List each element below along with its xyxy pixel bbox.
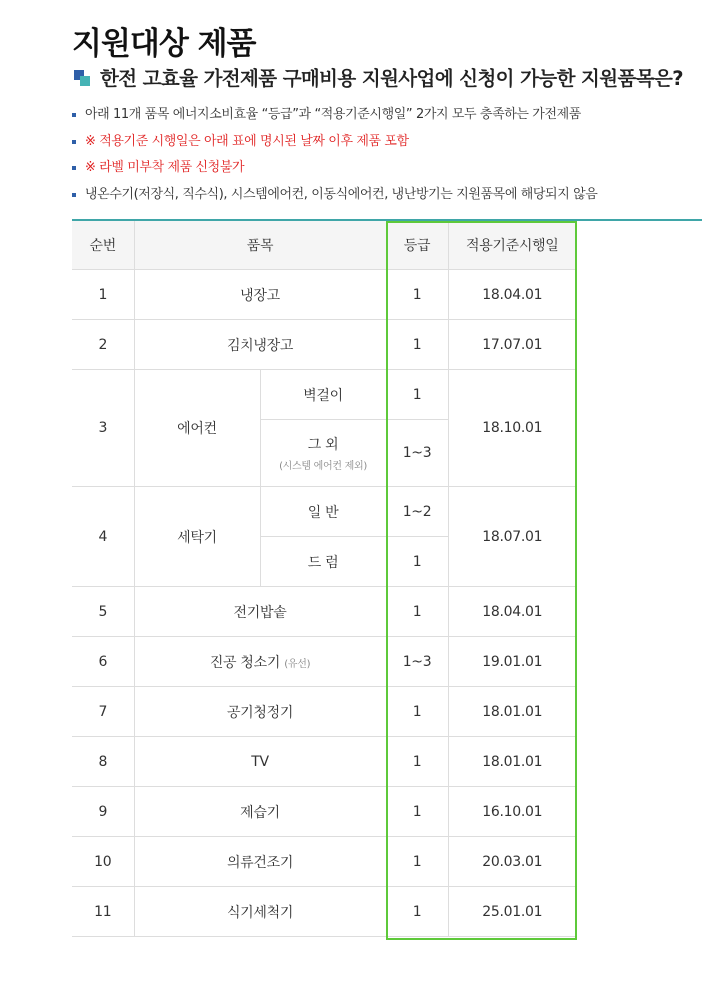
row-item: 제습기 [134,787,386,837]
row-subitem: 벽걸이 [260,370,386,420]
table-row [72,270,576,320]
table-row [72,837,576,887]
notes-list [72,104,597,210]
row-no: 5 [72,587,134,637]
row-date: 18.10.01 [448,370,576,487]
square-bullet-icon [74,70,90,86]
row-grade: 1 [386,320,448,370]
row-grade: 1 [386,370,448,420]
row-grade: 1 [386,787,448,837]
row-item: TV [134,737,386,787]
row-no: 6 [72,637,134,687]
row-grade: 1 [386,587,448,637]
row-item: 에어컨 [134,370,260,487]
note-item: 아래 11개 품목 에너지소비효율 “등급”과 “적용기준시행일” 2가지 모두 충족하는 가전제품 [72,104,597,131]
row-date: 19.01.01 [448,637,576,687]
bullet-icon [72,193,76,197]
row-subitem: 일 반 [260,487,386,537]
row-grade: 1 [386,737,448,787]
row-date: 25.01.01 [448,887,576,937]
row-date: 18.01.01 [448,687,576,737]
row-date: 17.07.01 [448,320,576,370]
row-date: 18.01.01 [448,737,576,787]
note-item: 냉온수기(저장식, 직수식), 시스템에어컨, 이동식에어컨, 냉난방기는 지원품목에 해당되지 않음 [72,184,597,211]
note-item: ※ 라벨 미부착 제품 신청불가 [72,157,597,184]
row-item [134,637,386,687]
subtitle-text: 한전 고효율 가전제품 구매비용 지원사업에 신청이 가능한 지원품목은? [100,67,683,90]
header-date: 적용기준시행일 [448,221,576,270]
row-grade: 1 [386,837,448,887]
subitem-name: 그 외 [307,437,339,453]
table-row [72,787,576,837]
header-no: 순번 [72,221,134,270]
row-item: 식기세척기 [134,887,386,937]
row-item: 김치냉장고 [134,320,386,370]
row-grade: 1 [386,687,448,737]
item-note: (유선) [284,658,311,670]
row-grade: 1 [386,537,448,587]
row-no: 11 [72,887,134,937]
row-item: 의류건조기 [134,837,386,887]
row-grade: 1~3 [386,637,448,687]
row-subitem: 드 럼 [260,537,386,587]
table-row [72,687,576,737]
row-item: 세탁기 [134,487,260,587]
page-title: 지원대상 제품 [72,26,256,62]
row-date: 18.04.01 [448,587,576,637]
row-no: 2 [72,320,134,370]
table-row [72,637,576,687]
row-no: 8 [72,737,134,787]
table-row [72,370,576,420]
row-no: 9 [72,787,134,837]
table-row [72,737,576,787]
row-subitem [260,420,386,487]
table-header-row [72,221,576,270]
row-grade: 1 [386,887,448,937]
row-no: 10 [72,837,134,887]
row-grade: 1~2 [386,487,448,537]
row-item: 냉장고 [134,270,386,320]
subitem-note: (시스템 에어컨 제외) [279,461,367,472]
row-date: 20.03.01 [448,837,576,887]
row-item: 공기청정기 [134,687,386,737]
header-item: 품목 [134,221,386,270]
table-row [72,487,576,537]
table-row [72,887,576,937]
item-name: 진공 청소기 [209,654,281,671]
row-no: 3 [72,370,134,487]
row-no: 1 [72,270,134,320]
bullet-icon [72,140,76,144]
row-no: 7 [72,687,134,737]
table-row [72,587,576,637]
row-date: 16.10.01 [448,787,576,837]
bullet-icon [72,113,76,117]
note-item: ※ 적용기준 시행일은 아래 표에 명시된 날짜 이후 제품 포함 [72,131,597,158]
row-grade: 1~3 [386,420,448,487]
product-table [72,221,576,937]
row-date: 18.07.01 [448,487,576,587]
table-row [72,320,576,370]
bullet-icon [72,166,76,170]
row-no: 4 [72,487,134,587]
row-date: 18.04.01 [448,270,576,320]
header-grade: 등급 [386,221,448,270]
row-grade: 1 [386,270,448,320]
row-item: 전기밥솥 [134,587,386,637]
